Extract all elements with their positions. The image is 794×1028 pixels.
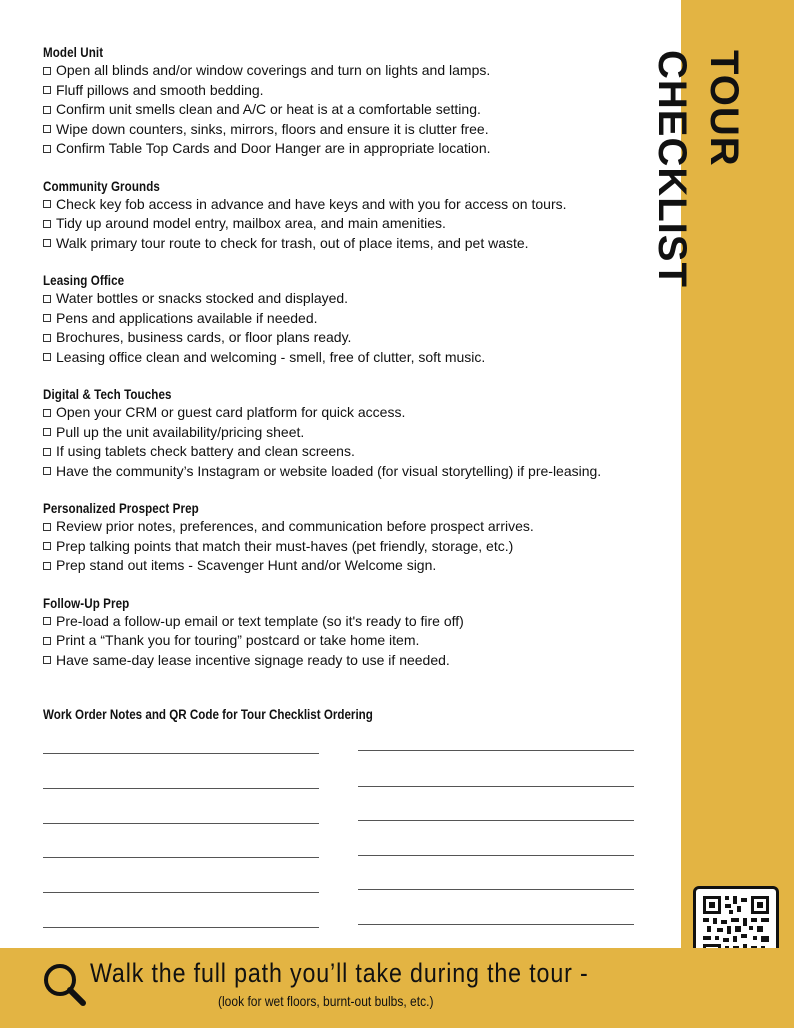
note-line[interactable] [43,892,319,893]
checkbox[interactable] [43,145,51,153]
section-title: Leasing Office [43,273,125,288]
checklist-section [43,178,673,254]
search-icon [42,962,88,1008]
checklist-item [43,195,673,215]
checklist-item-text: Brochures, business cards, or floor plans ready. [56,329,352,345]
note-line[interactable] [358,924,634,925]
checkbox[interactable] [43,67,51,75]
checklist-item-text: Confirm unit smells clean and A/C or heat is at a comfortable setting. [56,101,481,117]
checklist-item-text: Open your CRM or guest card platform for quick access. [56,404,406,420]
checklist-item [43,442,673,462]
checklist-item [43,120,673,140]
checkbox[interactable] [43,334,51,342]
checklist-item [43,556,673,576]
note-line[interactable] [43,788,319,789]
checklist-item [43,100,673,120]
checklist-item [43,517,673,537]
checklist-item-text: Prep talking points that match their must-haves (pet friendly, storage, etc.) [56,537,514,554]
checklist-item-text: Walk primary tour route to check for trash, out of place items, and pet waste. [56,234,529,251]
sidebar-title: TOUR CHECKLIST [650,50,746,288]
checklist-item-text: Tidy up around model entry, mailbox area, and main amenities. [56,215,446,231]
checklist-item-text: Confirm Table Top Cards and Door Hanger are in appropriate location. [56,140,491,156]
note-line[interactable] [358,855,634,856]
checkbox[interactable] [43,409,51,417]
checkbox[interactable] [43,617,51,625]
checkbox[interactable] [43,200,51,208]
checklist-item-text: Prep stand out items - Scavenger Hunt and/or Welcome sign. [56,557,437,573]
note-line[interactable] [43,823,319,824]
checklist-item [43,81,673,101]
checklist-item [43,631,673,651]
checklist-item-text: Have same-day lease incentive signage ready to use if needed. [56,651,450,668]
checklist-section [43,595,673,671]
section-title: Model Unit [43,45,104,60]
checklist-section [43,44,673,159]
checkbox[interactable] [43,467,51,475]
checklist-item [43,234,673,254]
checklist-item [43,651,673,671]
checkbox[interactable] [43,314,51,322]
checklist-item [43,403,673,423]
notes-title: Work Order Notes and QR Code for Tour Checklist Ordering [43,707,373,722]
checklist-item-text: Pre-load a follow-up email or text template (so it's ready to fire off) [56,612,464,629]
checklist-item-text: Have the community’s Instagram or website loaded (for visual storytelling) if pre-leasing. [56,462,602,479]
note-line[interactable] [43,857,319,858]
note-line[interactable] [358,750,634,751]
section-title: Follow-Up Prep [43,595,130,611]
checklist-section [43,500,673,576]
checkbox[interactable] [43,86,51,94]
checklist-item-text: Review prior notes, preferences, and communication before prospect arrives. [56,518,534,534]
checkbox[interactable] [43,656,51,664]
checkbox[interactable] [43,542,51,550]
checklist-item [43,348,673,368]
section-title: Personalized Prospect Prep [43,501,199,516]
checklist-item [43,612,673,632]
checklist-item [43,537,673,557]
checkbox[interactable] [43,448,51,456]
checklist-item [43,214,673,234]
section-title: Community Grounds [43,178,160,194]
checkbox[interactable] [43,523,51,531]
checklist-item [43,328,673,348]
note-line[interactable] [43,927,319,928]
checklist-section [43,272,673,367]
checklist-section [43,386,673,481]
checklist-item [43,423,673,443]
checkbox[interactable] [43,562,51,570]
checklist-item-text: If using tablets check battery and clean screens. [56,443,355,459]
checkbox[interactable] [43,239,51,247]
footer-tagline: Walk the full path you’ll take during the tour - [90,958,589,988]
checkbox[interactable] [43,220,51,228]
checklist-item-text: Open all blinds and/or window coverings and turn on lights and lamps. [56,62,491,78]
footer-subtext: (look for wet floors, burnt-out bulbs, etc.) [218,993,434,1009]
checkbox[interactable] [43,428,51,436]
checkbox[interactable] [43,637,51,645]
checklist-item [43,289,673,309]
checklist-item-text: Wipe down counters, sinks, mirrors, floors and ensure it is clutter free. [56,120,489,137]
checkbox[interactable] [43,353,51,361]
checklist-item [43,309,673,329]
checkbox[interactable] [43,125,51,133]
checklist-item-text: Leasing office clean and welcoming - smell, free of clutter, soft music. [56,348,486,365]
checklist-item-text: Check key fob access in advance and have keys and with you for access on tours. [56,195,567,212]
checklist-item-text: Water bottles or snacks stocked and displayed. [56,290,349,306]
checkbox[interactable] [43,295,51,303]
checklist-item-text: Pull up the unit availability/pricing sheet. [56,423,305,440]
note-line[interactable] [358,889,634,890]
note-line[interactable] [358,820,634,821]
checklist-item-text: Print a “Thank you for touring” postcard or take home item. [56,632,420,648]
checklist-item [43,61,673,81]
checkbox[interactable] [43,106,51,114]
checklist-item [43,139,673,159]
note-line[interactable] [43,753,319,754]
checklist-content [43,44,673,689]
checklist-item-text: Fluff pillows and smooth bedding. [56,81,264,98]
checklist-item-text: Pens and applications available if needed. [56,309,318,326]
note-line[interactable] [358,786,634,787]
checklist-item [43,462,673,482]
section-title: Digital & Tech Touches [43,387,172,402]
